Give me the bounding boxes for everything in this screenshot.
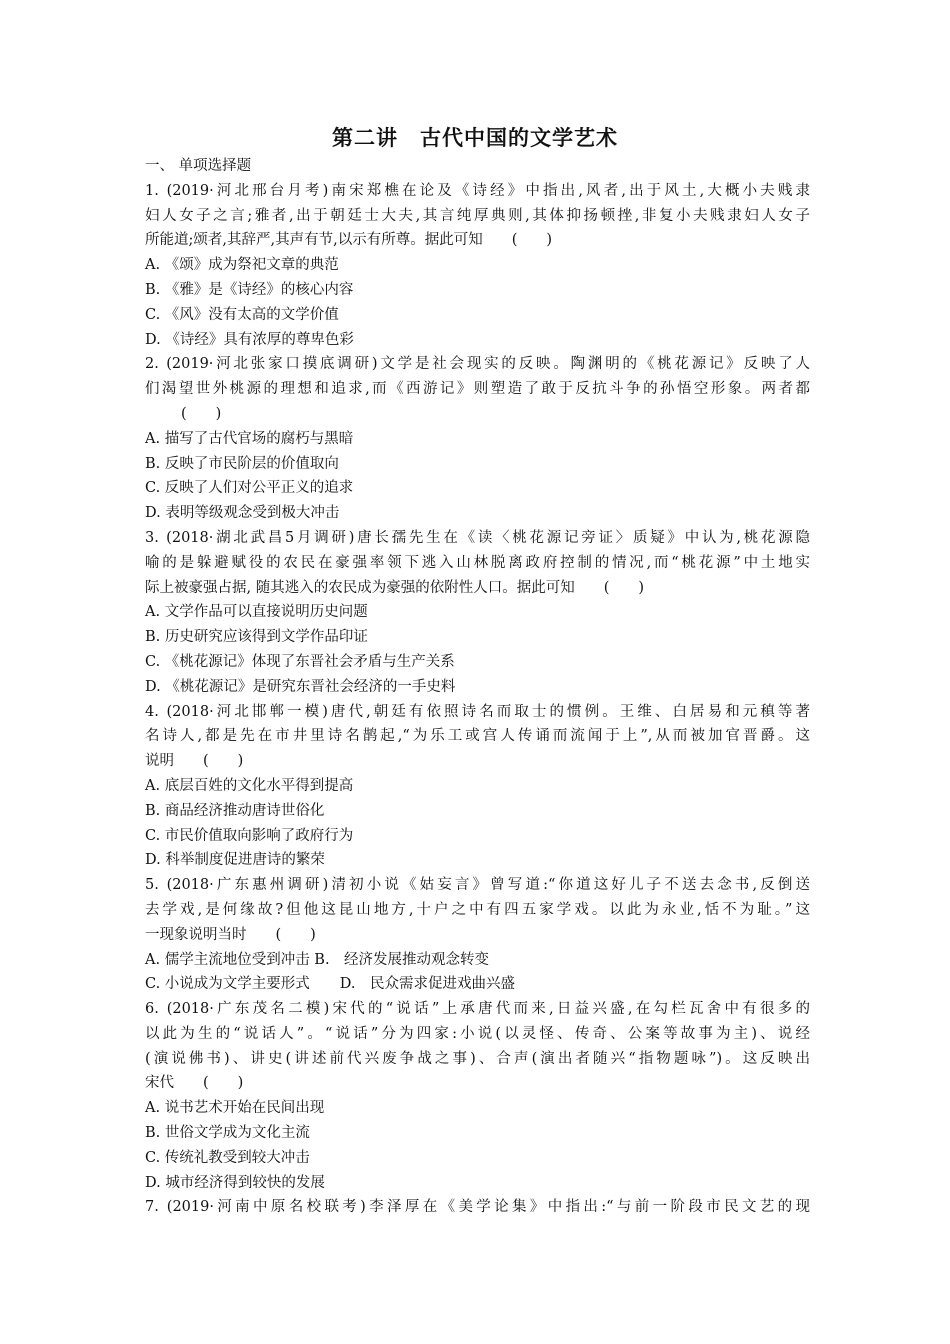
question-7	[145, 1195, 810, 1220]
option-c: C. 反映了人们对公平正义的追求	[145, 480, 354, 497]
question-stem-line: 6. (2018·广东茂名二模)宋代的“说话”上承唐代而来,日益兴盛,在勾栏瓦舍中有很多的	[145, 1001, 810, 1018]
option-a-b: A. 儒学主流地位受到冲击 B. 经济发展推动观念转变	[145, 951, 490, 968]
question-stem-line: 5. (2018·广东惠州调研)清初小说《姑妄言》曾写道:“你道这好儿子不送去念书,反倒送	[145, 877, 810, 894]
question-stem-line: 所能道;颂者,其辞严,其声有节,以示有所尊。据此可知 ( )	[145, 232, 553, 249]
question-stem-line: 妇人女子之言;雅者,出于朝廷士大夫,其言纯厚典则,其体抑扬顿挫,非复小夫贱隶妇人女子	[145, 207, 810, 224]
page-title	[0, 122, 950, 152]
question-stem-line: 喻的是躲避赋役的农民在豪强率领下逃入山林脱离政府控制的情况,而“桃花源”中土地实	[145, 554, 810, 571]
question-1	[145, 179, 810, 353]
answer-bracket: ( )	[181, 405, 222, 422]
option-b: B. 《雅》是《诗经》的核心内容	[145, 281, 354, 298]
option-a: A. 文学作品可以直接说明历史问题	[145, 604, 368, 621]
question-3	[145, 526, 810, 700]
title-lecture: 第二讲	[332, 126, 398, 150]
option-c: C. 《桃花源记》体现了东晋社会矛盾与生产关系	[145, 653, 455, 670]
option-c-d	[145, 972, 810, 997]
option-d: D. 科举制度促进唐诗的繁荣	[145, 852, 325, 869]
option-a: A. 《颂》成为祭祀文章的典范	[145, 257, 339, 274]
option-b: B. 世俗文学成为文化主流	[145, 1125, 310, 1142]
question-5	[145, 873, 810, 997]
option-d: D. 表明等级观念受到极大冲击	[145, 505, 340, 522]
question-4	[145, 700, 810, 874]
option-c: C. 小说成为文学主要形式	[145, 976, 310, 993]
question-stem-line: 去学戏,是何缘故?但他这昆山地方,十户之中有四五家学戏。以此为永业,恬不为耻。”这	[145, 901, 810, 918]
question-stem-line: 1. (2019·河北邢台月考)南宋郑樵在论及《诗经》中指出,风者,出于风土,大概小夫贱隶	[145, 182, 810, 199]
question-stem-line: 3. (2018·湖北武昌5月调研)唐长孺先生在《读〈桃花源记旁证〉质疑》中认为,桃花源隐	[145, 529, 810, 546]
option-b: B. 反映了市民阶层的价值取向	[145, 455, 339, 472]
option-c: C. 传统礼教受到较大冲击	[145, 1149, 310, 1166]
option-d: D. 民众需求促进戏曲兴盛	[339, 976, 516, 993]
option-b: B. 历史研究应该得到文学作品印证	[145, 629, 368, 646]
question-stem-line: 说明 ( )	[145, 753, 244, 770]
question-6	[145, 997, 810, 1195]
option-c: C. 市民价值取向影响了政府行为	[145, 827, 354, 844]
option-d: D. 《诗经》具有浓厚的尊卑色彩	[145, 331, 354, 348]
question-stem-line: 一现象说明当时 ( )	[145, 926, 316, 943]
option-a: A. 说书艺术开始在民间出现	[145, 1100, 325, 1117]
question-stem-line: (演说佛书)、讲史(讲述前代兴废争战之事)、合声(演出者随兴“指物题咏”)。这反映出	[145, 1050, 810, 1067]
question-stem-line: 2. (2019·河北张家口摸底调研)文学是社会现实的反映。陶渊明的《桃花源记》反映了人	[145, 356, 810, 373]
option-d: D. 《桃花源记》是研究东晋社会经济的一手史料	[145, 678, 456, 695]
option-b: B. 商品经济推动唐诗世俗化	[145, 802, 325, 819]
option-c: C. 《风》没有太高的文学价值	[145, 306, 339, 323]
option-a: A. 底层百姓的文化水平得到提高	[145, 777, 354, 794]
title-topic: 古代中国的文学艺术	[420, 126, 618, 150]
question-stem-line: 以此为生的“说话人”。“说话”分为四家:小说(以灵怪、传奇、公案等故事为主)、说经	[145, 1025, 810, 1042]
question-stem-line: 4. (2018·河北邯郸一模)唐代,朝廷有依照诗名而取士的惯例。王维、白居易和元稹等著	[145, 703, 810, 720]
question-stem-line: 们渴望世外桃源的理想和追求,而《西游记》则塑造了敢于反抗斗争的孙悟空形象。两者都	[145, 381, 810, 398]
question-list	[145, 154, 810, 1220]
question-stem-line: 际上被豪强占据, 随其逃入的农民成为豪强的依附性人口。据此可知 ( )	[145, 579, 645, 596]
question-stem-line: 名诗人,都是先在市井里诗名鹊起,“为乐工或宫人传诵而流闻于上”,从而被加官晋爵。这	[145, 728, 810, 745]
question-2	[145, 352, 810, 526]
option-d: D. 城市经济得到较快的发展	[145, 1174, 325, 1191]
question-stem-line: 宋代 ( )	[145, 1075, 244, 1092]
section-heading: 一、 单项选择题	[145, 158, 252, 174]
option-a: A. 描写了古代官场的腐朽与黑暗	[145, 430, 354, 447]
question-stem-line: 7. (2019·河南中原名校联考)李泽厚在《美学论集》中指出:“与前一阶段市民文艺的现	[145, 1199, 810, 1216]
